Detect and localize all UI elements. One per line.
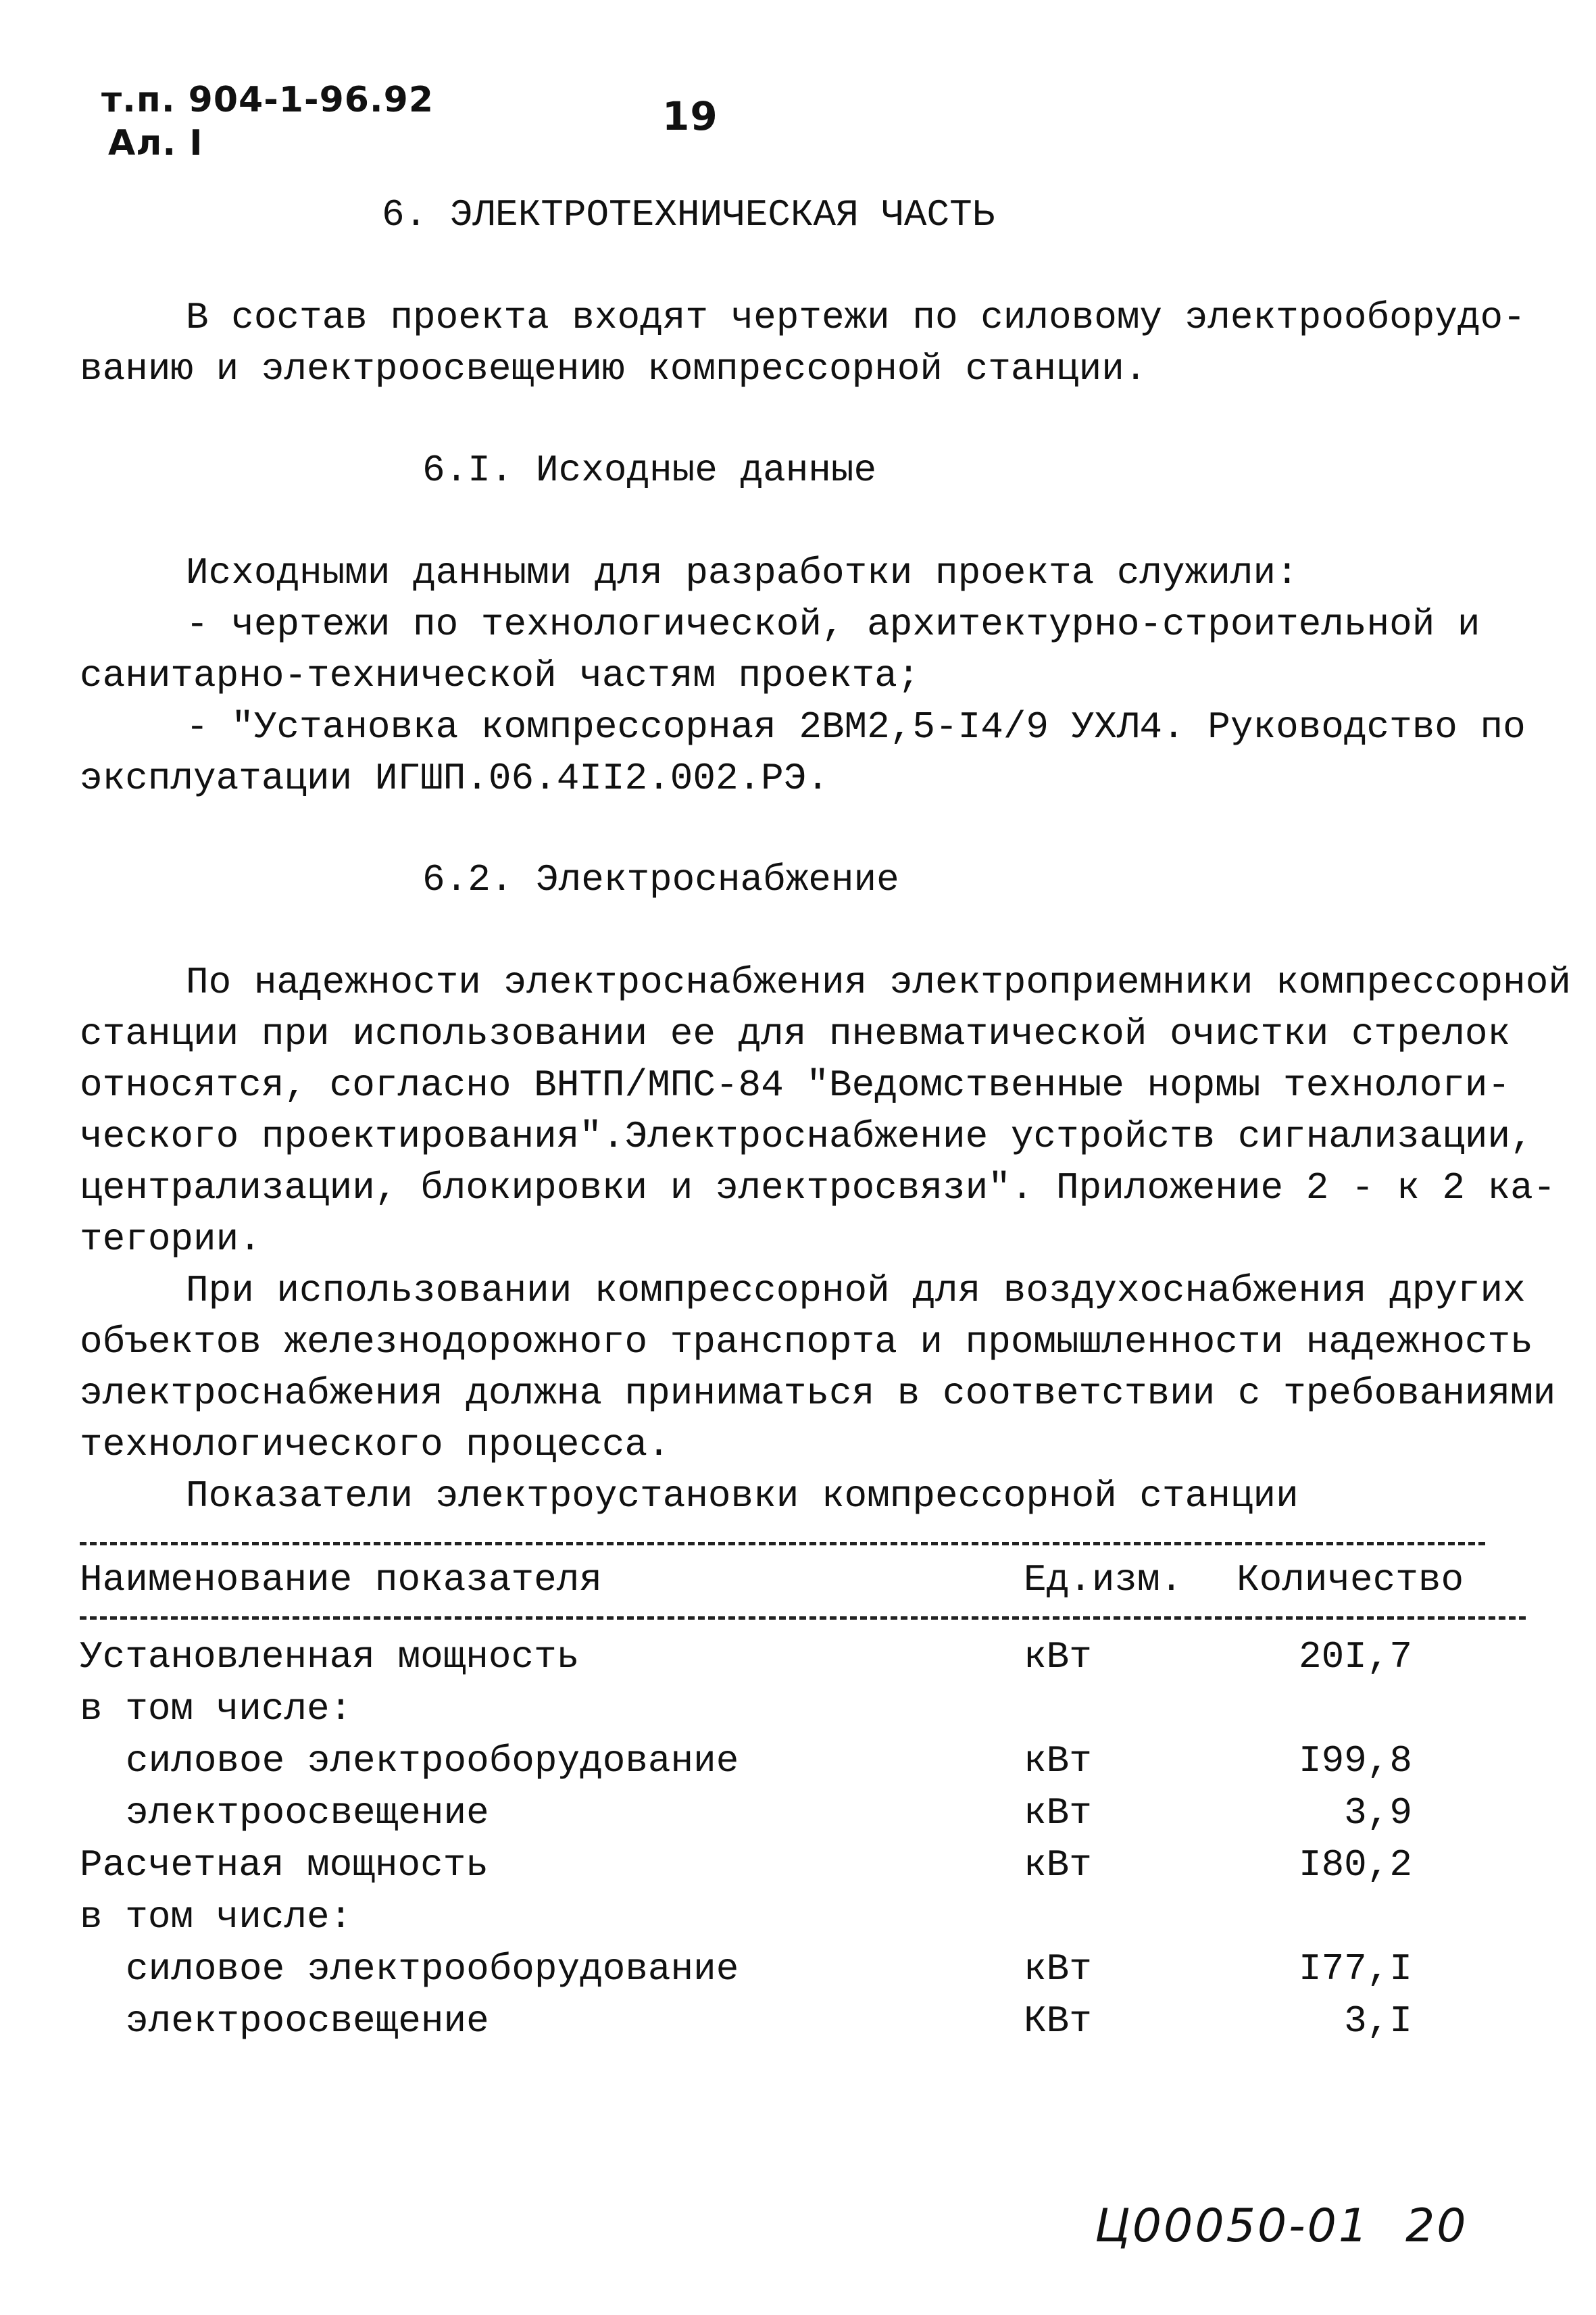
- section-6-title: 6. ЭЛЕКТРОТЕХНИЧЕСКАЯ ЧАСТЬ: [382, 193, 995, 237]
- table-cell-quantity: 3,9: [1344, 1791, 1412, 1835]
- section-6-2-p1-line-2: станции при использовании ее для пневматической очистки стрелок: [80, 1012, 1511, 1055]
- page-number: 19: [662, 93, 718, 139]
- table-cell-unit: КВт: [1024, 1999, 1092, 2043]
- table-cell-name: Установленная мощность: [80, 1635, 580, 1678]
- table-cell-name: электроосвещение: [126, 1791, 489, 1835]
- section-6-1-line-4: - "Установка компрессорная 2ВМ2,5-I4/9 УХЛ4. Руководство по: [186, 705, 1526, 749]
- table-header-rule: [80, 1616, 1526, 1620]
- section-6-2-title: 6.2. Электроснабжение: [422, 858, 899, 901]
- section-6-intro-line-2: ванию и электроосвещению компрессорной станции.: [80, 347, 1147, 391]
- table-cell-unit: кВт: [1024, 1843, 1092, 1887]
- section-6-1-line-3: санитарно-технической частям проекта;: [80, 654, 920, 697]
- section-6-2-p2-line-4: технологического процесса.: [80, 1423, 670, 1466]
- section-6-2-p1-line-5: централизации, блокировки и электросвязи". Приложение 2 - к 2 ка-: [80, 1166, 1556, 1210]
- album-number: Ал. I: [108, 123, 203, 164]
- table-cell-quantity: I77,I: [1298, 1947, 1412, 1991]
- section-6-2-p1-line-3: относятся, согласно ВНТП/МПС-84 "Ведомственные нормы технологи-: [80, 1064, 1511, 1107]
- section-6-1-line-1: Исходными данными для разработки проекта служили:: [186, 551, 1299, 595]
- table-cell-name: в том числе:: [80, 1687, 353, 1731]
- table-cell-unit: кВт: [1024, 1947, 1092, 1991]
- table-header-unit: Ед.изм.: [1024, 1558, 1183, 1601]
- section-6-1-title: 6.I. Исходные данные: [422, 449, 877, 492]
- table-cell-quantity: I99,8: [1298, 1739, 1412, 1783]
- table-cell-quantity: I80,2: [1298, 1843, 1412, 1887]
- table-cell-quantity: 20I,7: [1298, 1635, 1412, 1678]
- section-6-2-p1-line-1: По надежности электроснабжения электроприемники компрессорной: [186, 961, 1571, 1004]
- section-6-2-p1-line-6: тегории.: [80, 1218, 261, 1261]
- section-6-2-p1-line-4: ческого проектирования".Электроснабжение устройств сигнализации,: [80, 1115, 1533, 1158]
- table-cell-name: силовое электрооборудование: [126, 1739, 739, 1783]
- table-header-name: Наименование показателя: [80, 1558, 602, 1601]
- table-caption: Показатели электроустановки компрессорной станции: [186, 1474, 1299, 1518]
- table-cell-unit: кВт: [1024, 1791, 1092, 1835]
- table-cell-quantity: 3,I: [1344, 1999, 1412, 2043]
- table-cell-name: силовое электрооборудование: [126, 1947, 739, 1991]
- table-cell-name: в том числе:: [80, 1895, 353, 1939]
- stamp-code: Ц00050-01: [1095, 2199, 1370, 2253]
- section-6-1-line-2: - чертежи по технологической, архитектурно-строительной и: [186, 603, 1480, 646]
- section-6-2-p2-line-3: электроснабжения должна приниматься в соответствии с требованиями: [80, 1372, 1556, 1415]
- section-6-1-line-5: эксплуатации ИГШП.06.4II2.002.РЭ.: [80, 757, 829, 800]
- table-cell-unit: кВт: [1024, 1635, 1092, 1678]
- doc-code: т.п. 904-1-96.92: [101, 80, 434, 120]
- sheet-number: 20: [1405, 2199, 1468, 2253]
- table-cell-unit: кВт: [1024, 1739, 1092, 1783]
- table-cell-name: электроосвещение: [126, 1999, 489, 2043]
- table-cell-name: Расчетная мощность: [80, 1843, 489, 1887]
- section-6-intro-line-1: В состав проекта входят чертежи по силовому электрооборудо-: [186, 296, 1526, 339]
- table-top-rule: [80, 1542, 1485, 1545]
- section-6-2-p2-line-2: объектов железнодорожного транспорта и промышленности надежность: [80, 1320, 1533, 1364]
- table-header-quantity: Количество: [1237, 1558, 1464, 1601]
- section-6-2-p2-line-1: При использовании компрессорной для воздухоснабжения других: [186, 1269, 1526, 1312]
